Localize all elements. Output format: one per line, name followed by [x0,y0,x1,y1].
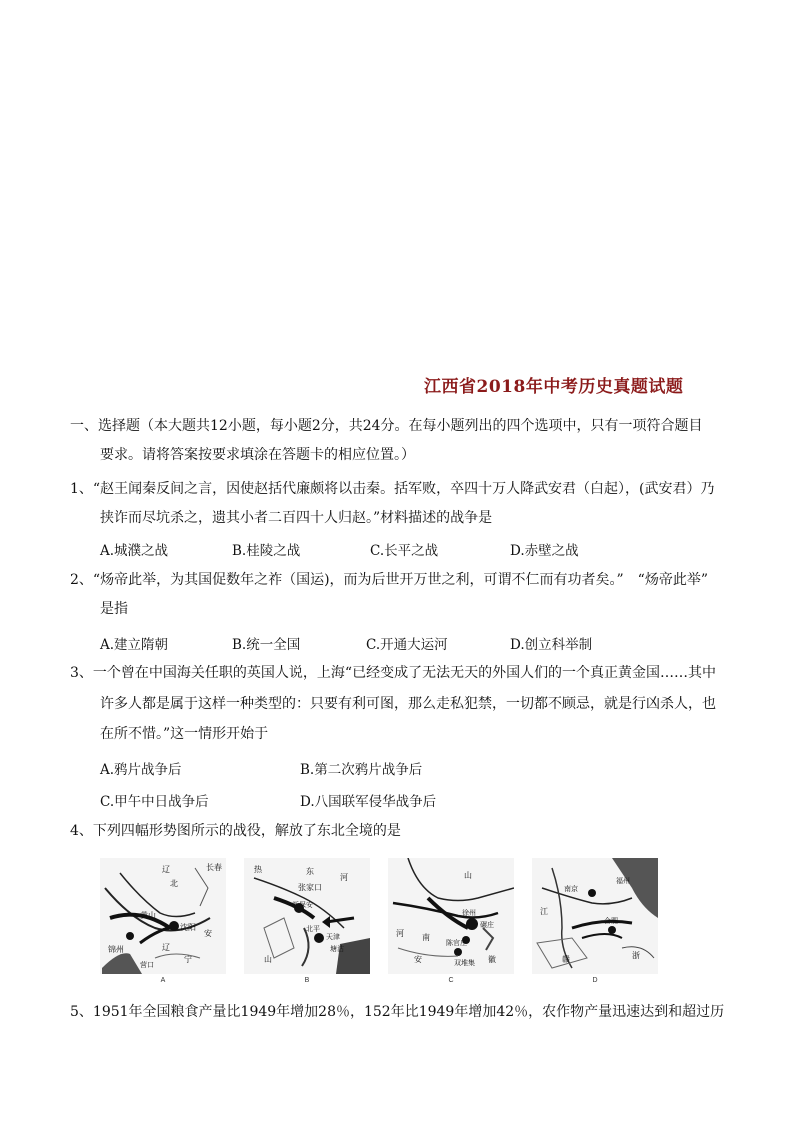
map-b-place-7: 山 [264,955,272,964]
q2-option-d: D.创立科举制 [510,637,593,653]
q3-option-c: C.甲午中日战争后 [100,794,209,810]
map-a-place-4: 锦州 [108,945,124,954]
map-c-place-6: 南 [422,933,430,942]
battle-map-b [244,858,370,984]
map-c-place-7: 安 [414,955,422,964]
map-a-place-9: 营口 [140,961,154,969]
map-b-place-2: 新保安 [292,901,313,909]
exam-title: 江西省2018年中考历史真题试题 [424,377,684,397]
map-a-place-10: 宁 [184,955,192,964]
map-a-place-3: 沈阳 [180,923,196,932]
battle-map-c [388,858,514,984]
map-a-place-2: 长春 [206,863,222,872]
q3-option-a: A.鸦片战争后 [100,762,182,778]
map-d-place-2: 南京 [564,885,578,893]
q3-stem-line-2: 许多人都是属于这样一种类型的：只要有利可图，那么走私犯禁，一切都不顾忌，就是行凶杀人，也 [100,696,716,712]
map-c-label: C [448,977,454,984]
map-d-place-1: 福州 [616,877,630,885]
battle-map-d [532,858,658,984]
battle-maps [100,858,660,988]
map-b-place-4: 天津 [326,933,340,941]
q1-stem-line-1: 1、“赵王闻秦反间之言，因使赵括代廉颇将以击秦。括军败，卒四十万人降武安君（白起），(武安君）乃 [70,481,715,497]
map-d-place-4: 江 [540,907,548,916]
map-b-place-1: 张家口 [298,883,322,892]
map-c-place-3: 双堆集 [454,959,475,967]
map-b-label: B [304,977,310,984]
map-d-place-3: 合肥 [604,917,618,925]
map-d-label: D [592,977,598,984]
q4-stem: 4、下列四幅形势图所示的战役，解放了东北全境的是 [70,823,401,839]
map-b-place-8: 东 [306,867,314,876]
map-a-place-1: 辽 [162,865,170,874]
q2-stem-line-2: 是指 [100,601,128,617]
q1-option-b: B.桂陵之战 [232,543,301,559]
map-a-place-5: 黄山 [140,911,156,920]
map-c-place-1: 徐州 [462,909,476,917]
map-c-place-2: 碾庄 [480,921,494,929]
map-b-place-6: 河 [340,873,348,882]
map-b-place-9: 热 [254,865,262,874]
q5-stem-line-1: 5、1951年全国粮食产量比1949年增加28％，152年比1949年增加42％，农作物产量迅速达到和超过历 [70,1004,725,1020]
map-c-place-9: 山 [464,871,472,880]
q1-option-a: A.城濮之战 [100,543,169,559]
map-c-place-5: 河 [396,929,404,938]
q1-option-d: D.赤壁之战 [510,543,579,559]
section-heading-line-2: 要求。请将答案按要求填涂在答题卡的相应位置。） [100,447,415,463]
map-a-place-8: 辽 [162,943,170,952]
map-b-place-3: 北平 [306,925,320,933]
map-d-place-6: 赣 [562,955,570,964]
q3-stem-line-3: 在所不惜。”这一情形开始于 [100,726,269,742]
q2-option-a: A.建立隋朝 [100,637,169,653]
q3-option-b: B.第二次鸦片战争后 [300,762,423,778]
section-heading-line-1: 一、选择题（本大题共12小题，每小题2分，共24分。在每小题列出的四个选项中，只有一项符合题目 [70,418,703,434]
q3-stem-line-1: 3、一个曾在中国海关任职的英国人说，上海“已经变成了无法无天的外国人们的一个真正黄金国……其中 [70,665,717,681]
q1-stem-line-2: 挟诈而尽坑杀之，遗其小者二百四十人归赵。”材料描述的战争是 [100,510,493,526]
map-c-place-8: 徽 [488,955,496,964]
map-d-place-5: 浙 [632,951,640,960]
q2-stem-line-1: 2、“炀帝此举，为其国促数年之祚（国运)，而为后世开万世之利，可谓不仁而有功者矣。” “炀帝此举” [70,572,708,588]
q2-option-b: B.统一全国 [232,637,301,653]
map-c-place-4: 陈官庄 [446,939,467,947]
map-a-place-7: 安 [204,929,212,938]
q1-option-c: C.长平之战 [370,543,439,559]
map-a-label: A [160,977,166,984]
battle-map-a [100,858,226,984]
map-a-place-6: 北 [170,879,178,888]
map-b-place-5: 塘沽 [330,945,344,953]
q2-option-c: C.开通大运河 [366,637,448,653]
q3-option-d: D.八国联军侵华战争后 [300,794,437,810]
